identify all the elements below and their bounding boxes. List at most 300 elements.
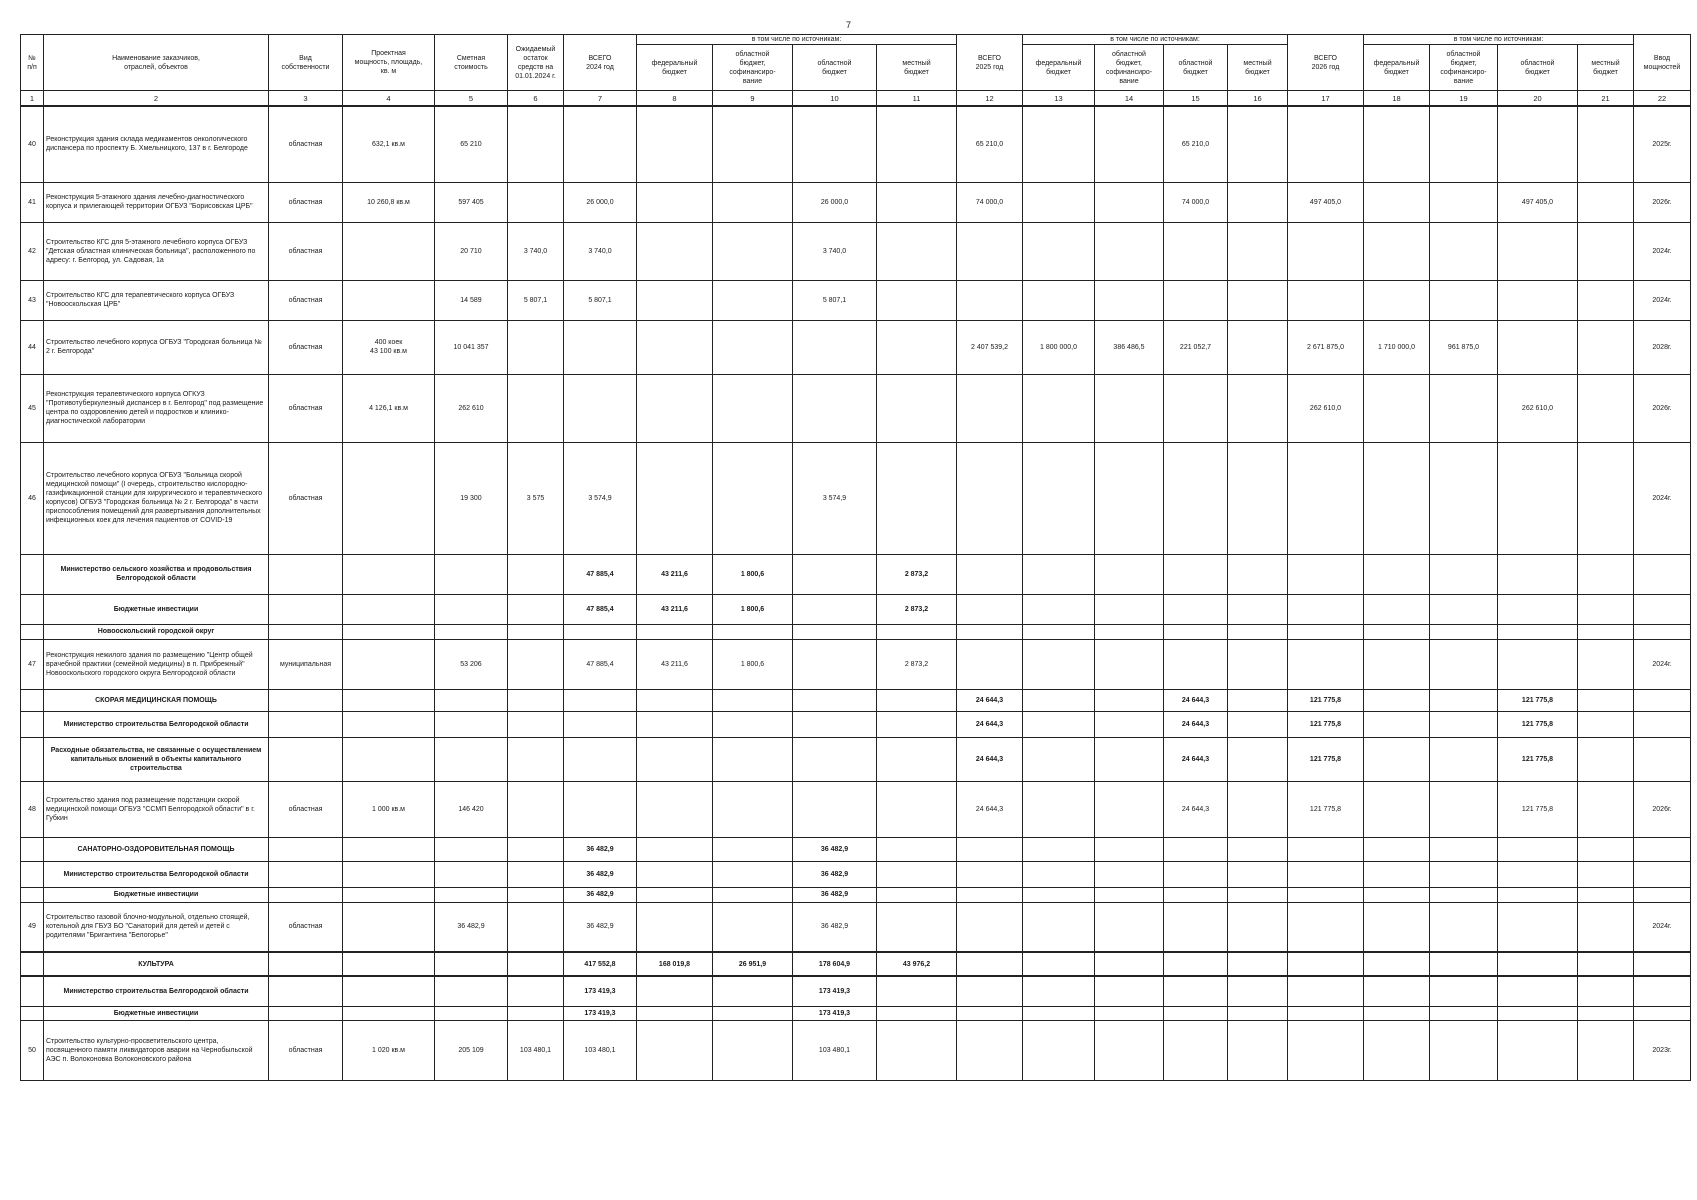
table-cell — [1288, 837, 1364, 861]
table-cell — [1228, 1006, 1288, 1020]
table-row — [21, 1020, 1691, 1080]
table-cell — [713, 737, 793, 781]
table-cell: областная — [269, 280, 343, 320]
table-cell: 961 875,0 — [1430, 320, 1498, 374]
table-cell — [877, 837, 957, 861]
table-cell — [435, 861, 508, 887]
object-name-cell: Строительство газовой блочно-модульной, отдельно стоящей, котельной для ГБУЗ БО "Санаторий для детей и детей с родителями "Бригантина "Белогорье" — [44, 902, 269, 952]
table-cell: 146 420 — [435, 781, 508, 837]
table-cell: 5 807,1 — [564, 280, 637, 320]
table-cell — [1288, 639, 1364, 689]
table-cell: 43 211,6 — [637, 639, 713, 689]
table-cell: 121 775,8 — [1498, 781, 1578, 837]
table-cell — [1578, 952, 1634, 976]
table-cell: 262 610 — [435, 374, 508, 442]
table-cell — [1634, 887, 1691, 902]
table-cell: 43 211,6 — [637, 554, 713, 594]
table-cell: 386 486,5 — [1095, 320, 1164, 374]
object-name-cell: Бюджетные инвестиции — [44, 887, 269, 902]
table-cell: 43 211,6 — [637, 594, 713, 624]
table-cell — [1288, 554, 1364, 594]
table-cell — [1430, 711, 1498, 737]
table-row — [21, 182, 1691, 222]
table-cell — [877, 976, 957, 1006]
table-cell: 36 482,9 — [564, 837, 637, 861]
table-cell — [1164, 837, 1228, 861]
row-number-cell: 46 — [21, 442, 44, 554]
table-cell — [1364, 639, 1430, 689]
column-number: 7 — [564, 91, 637, 107]
table-cell — [957, 594, 1023, 624]
table-cell — [508, 594, 564, 624]
table-cell: 36 482,9 — [435, 902, 508, 952]
object-name-cell: Бюджетные инвестиции — [44, 1006, 269, 1020]
table-cell — [1023, 624, 1095, 639]
row-number-cell: 41 — [21, 182, 44, 222]
table-cell — [1430, 639, 1498, 689]
section-row — [21, 861, 1691, 887]
table-cell — [343, 222, 435, 280]
table-cell — [269, 737, 343, 781]
table-cell — [1364, 902, 1430, 952]
table-cell — [1164, 374, 1228, 442]
table-cell — [793, 737, 877, 781]
table-cell: 53 206 — [435, 639, 508, 689]
row-number-cell — [21, 624, 44, 639]
page-number: 7 — [845, 20, 851, 30]
table-cell — [877, 689, 957, 711]
table-cell — [877, 711, 957, 737]
table-cell — [1430, 952, 1498, 976]
table-cell — [1288, 442, 1364, 554]
table-cell: 121 775,8 — [1288, 711, 1364, 737]
table-cell — [1430, 887, 1498, 902]
table-cell — [793, 781, 877, 837]
table-cell — [1364, 1006, 1430, 1020]
header-col-17: ВСЕГО 2026 год — [1288, 35, 1364, 91]
table-cell: 173 419,3 — [564, 1006, 637, 1020]
table-cell — [637, 887, 713, 902]
table-cell — [713, 689, 793, 711]
table-cell — [1498, 1020, 1578, 1080]
header-col-21: местный бюджет — [1578, 45, 1634, 91]
table-cell — [1498, 837, 1578, 861]
table-cell — [1578, 280, 1634, 320]
object-name-cell: Расходные обязательства, не связанные с осуществлением капитальных вложений в объекты капитального строительства — [44, 737, 269, 781]
table-cell — [1288, 1006, 1364, 1020]
section-row — [21, 689, 1691, 711]
table-cell: 24 644,3 — [1164, 781, 1228, 837]
table-cell: 262 610,0 — [1288, 374, 1364, 442]
table-cell — [637, 976, 713, 1006]
table-cell — [713, 781, 793, 837]
table-cell — [1164, 1020, 1228, 1080]
row-number-cell — [21, 689, 44, 711]
table-cell — [1228, 639, 1288, 689]
table-cell — [1430, 222, 1498, 280]
table-cell — [1430, 374, 1498, 442]
table-cell — [435, 1006, 508, 1020]
table-cell — [713, 222, 793, 280]
object-name-cell: Строительство КГС для терапевтического корпуса ОГБУЗ "Новооскольская ЦРБ" — [44, 280, 269, 320]
section-row — [21, 1006, 1691, 1020]
table-cell: 103 480,1 — [508, 1020, 564, 1080]
table-cell — [1364, 624, 1430, 639]
table-cell — [713, 1006, 793, 1020]
table-cell — [508, 320, 564, 374]
table-cell — [877, 861, 957, 887]
table-cell — [637, 837, 713, 861]
table-cell — [1228, 594, 1288, 624]
header-col-19: областной бюджет, софинансиро- вание — [1430, 45, 1498, 91]
table-cell — [1430, 106, 1498, 182]
table-cell — [508, 182, 564, 222]
object-name-cell: САНАТОРНО-ОЗДОРОВИТЕЛЬНАЯ ПОМОЩЬ — [44, 837, 269, 861]
table-row — [21, 442, 1691, 554]
object-name-cell: Строительство культурно-просветительского центра, посвященного памяти ликвидаторов аварии на Чернобыльской АЭС п. Волоконовка Волоконовского района — [44, 1020, 269, 1080]
table-cell — [1578, 781, 1634, 837]
column-number: 20 — [1498, 91, 1578, 107]
table-cell: 121 775,8 — [1498, 689, 1578, 711]
table-cell: 2024г. — [1634, 280, 1691, 320]
table-cell — [877, 374, 957, 442]
table-cell — [508, 1006, 564, 1020]
table-cell: 1 800,6 — [713, 554, 793, 594]
table-cell — [1364, 1020, 1430, 1080]
table-cell — [713, 1020, 793, 1080]
table-cell: 36 482,9 — [793, 902, 877, 952]
table-cell — [269, 689, 343, 711]
table-cell: 2026г. — [1634, 374, 1691, 442]
table-cell — [1578, 1020, 1634, 1080]
table-cell — [1095, 442, 1164, 554]
table-row — [21, 222, 1691, 280]
table-cell — [343, 737, 435, 781]
table-cell — [508, 639, 564, 689]
table-cell — [793, 594, 877, 624]
header-col-5: Сметная стоимость — [435, 35, 508, 91]
table-cell — [269, 861, 343, 887]
table-cell — [343, 689, 435, 711]
table-cell — [713, 837, 793, 861]
table-cell — [957, 280, 1023, 320]
row-number-cell — [21, 976, 44, 1006]
table-cell — [1164, 952, 1228, 976]
table-cell — [713, 624, 793, 639]
table-cell — [1430, 781, 1498, 837]
table-cell — [1578, 594, 1634, 624]
table-cell — [1634, 624, 1691, 639]
table-cell: 1 020 кв.м — [343, 1020, 435, 1080]
header-col-3: Вид собственности — [269, 35, 343, 91]
table-cell — [1578, 887, 1634, 902]
table-cell: 497 405,0 — [1498, 182, 1578, 222]
table-cell — [1095, 624, 1164, 639]
table-cell — [1634, 711, 1691, 737]
column-number: 13 — [1023, 91, 1095, 107]
table-cell — [1498, 280, 1578, 320]
table-cell: 36 482,9 — [793, 887, 877, 902]
table-cell: 2025г. — [1634, 106, 1691, 182]
column-number: 15 — [1164, 91, 1228, 107]
table-cell — [1578, 1006, 1634, 1020]
table-cell — [1095, 106, 1164, 182]
table-cell: 74 000,0 — [1164, 182, 1228, 222]
table-cell — [1430, 594, 1498, 624]
header-col-8: федеральный бюджет — [637, 45, 713, 91]
table-cell — [1288, 952, 1364, 976]
table-cell — [877, 1006, 957, 1020]
table-cell — [877, 902, 957, 952]
column-number: 21 — [1578, 91, 1634, 107]
header-col-7: ВСЕГО 2024 год — [564, 35, 637, 91]
table-cell — [637, 737, 713, 781]
table-cell — [637, 374, 713, 442]
table-cell: 121 775,8 — [1498, 711, 1578, 737]
table-cell: областная — [269, 442, 343, 554]
object-name-cell: Строительство КГС для 5-этажного лечебного корпуса ОГБУЗ "Детская областная клиническая больница", расположенного по адресу: г. Белгород, ул. Садовая, 1а — [44, 222, 269, 280]
table-cell: 121 775,8 — [1498, 737, 1578, 781]
object-name-cell: Реконструкция нежилого здания по размещению "Центр общей врачебной практики (семейной медицины) в п. Прибрежный" Новооскольского городского округа Белгородской области — [44, 639, 269, 689]
column-number: 17 — [1288, 91, 1364, 107]
table-cell — [508, 887, 564, 902]
table-cell — [1095, 902, 1164, 952]
row-number-cell: 48 — [21, 781, 44, 837]
table-cell: областная — [269, 106, 343, 182]
table-cell: 168 019,8 — [637, 952, 713, 976]
table-cell — [1430, 554, 1498, 594]
header-sources-2025: в том числе по источникам: — [1023, 35, 1288, 45]
row-number-cell: 50 — [21, 1020, 44, 1080]
row-number-cell: 45 — [21, 374, 44, 442]
table-cell — [1023, 1006, 1095, 1020]
table-cell — [1228, 182, 1288, 222]
table-cell — [877, 182, 957, 222]
table-cell — [564, 689, 637, 711]
table-cell — [1364, 182, 1430, 222]
table-cell — [1095, 554, 1164, 594]
table-cell: 24 644,3 — [957, 737, 1023, 781]
table-cell — [435, 689, 508, 711]
table-cell — [1228, 624, 1288, 639]
table-cell — [1095, 639, 1164, 689]
table-cell: 3 740,0 — [793, 222, 877, 280]
table-cell — [343, 280, 435, 320]
row-number-cell — [21, 887, 44, 902]
table-cell — [1364, 781, 1430, 837]
table-cell — [1364, 689, 1430, 711]
table-cell — [1634, 1006, 1691, 1020]
table-cell: 2026г. — [1634, 182, 1691, 222]
column-number: 4 — [343, 91, 435, 107]
table-cell — [1023, 952, 1095, 976]
table-cell — [343, 887, 435, 902]
table-cell — [713, 861, 793, 887]
table-cell — [1288, 976, 1364, 1006]
section-row — [21, 952, 1691, 976]
table-cell — [508, 861, 564, 887]
table-cell — [1228, 952, 1288, 976]
table-cell — [1634, 861, 1691, 887]
table-cell: 36 482,9 — [793, 861, 877, 887]
table-cell — [1164, 639, 1228, 689]
table-cell — [1095, 1020, 1164, 1080]
table-cell: областная — [269, 374, 343, 442]
table-cell: 10 041 357 — [435, 320, 508, 374]
row-number-cell: 49 — [21, 902, 44, 952]
table-cell — [435, 554, 508, 594]
section-row — [21, 594, 1691, 624]
table-cell — [1578, 737, 1634, 781]
table-cell — [1164, 861, 1228, 887]
table-cell: 26 951,9 — [713, 952, 793, 976]
table-cell: областная — [269, 320, 343, 374]
table-cell — [508, 781, 564, 837]
object-name-cell: Министерство строительства Белгородской области — [44, 861, 269, 887]
table-cell — [1364, 887, 1430, 902]
table-cell: 417 552,8 — [564, 952, 637, 976]
table-cell — [713, 280, 793, 320]
column-number: 10 — [793, 91, 877, 107]
row-number-cell: 44 — [21, 320, 44, 374]
header-col-11: местный бюджет — [877, 45, 957, 91]
table-cell: 14 589 — [435, 280, 508, 320]
table-cell: 205 109 — [435, 1020, 508, 1080]
table-cell — [435, 887, 508, 902]
table-cell — [1095, 952, 1164, 976]
column-number: 12 — [957, 91, 1023, 107]
table-cell — [957, 222, 1023, 280]
table-cell — [1364, 837, 1430, 861]
table-cell — [957, 554, 1023, 594]
table-cell — [1498, 594, 1578, 624]
table-cell — [1288, 624, 1364, 639]
table-cell — [1578, 902, 1634, 952]
table-cell — [1578, 837, 1634, 861]
table-cell — [637, 106, 713, 182]
table-cell — [1164, 624, 1228, 639]
table-cell — [1095, 280, 1164, 320]
row-number-cell: 47 — [21, 639, 44, 689]
table-cell — [508, 624, 564, 639]
table-cell — [1364, 554, 1430, 594]
table-cell — [1430, 624, 1498, 639]
table-cell — [1095, 222, 1164, 280]
table-cell — [1095, 182, 1164, 222]
table-cell — [1430, 837, 1498, 861]
section-row — [21, 624, 1691, 639]
table-cell — [1634, 594, 1691, 624]
section-row — [21, 837, 1691, 861]
column-number: 1 — [21, 91, 44, 107]
table-cell: 47 885,4 — [564, 594, 637, 624]
table-cell — [713, 902, 793, 952]
table-cell — [1095, 689, 1164, 711]
table-cell — [1023, 594, 1095, 624]
object-name-cell: Министерство строительства Белгородской области — [44, 976, 269, 1006]
table-cell: 103 480,1 — [793, 1020, 877, 1080]
table-cell — [508, 952, 564, 976]
table-cell — [1288, 902, 1364, 952]
table-cell — [1023, 106, 1095, 182]
object-name-cell: Бюджетные инвестиции — [44, 594, 269, 624]
table-cell — [435, 952, 508, 976]
table-cell: 65 210,0 — [957, 106, 1023, 182]
table-cell — [343, 442, 435, 554]
table-cell — [1288, 280, 1364, 320]
object-name-cell: Министерство строительства Белгородской области — [44, 711, 269, 737]
column-number: 19 — [1430, 91, 1498, 107]
table-cell — [1023, 711, 1095, 737]
table-cell — [957, 624, 1023, 639]
table-cell — [1430, 442, 1498, 554]
table-cell — [1430, 861, 1498, 887]
table-cell: 2024г. — [1634, 222, 1691, 280]
table-cell — [1228, 1020, 1288, 1080]
row-number-cell: 40 — [21, 106, 44, 182]
table-cell — [1095, 976, 1164, 1006]
table-cell — [637, 442, 713, 554]
table-cell — [435, 594, 508, 624]
table-cell — [1023, 442, 1095, 554]
table-cell — [1023, 280, 1095, 320]
table-cell: 43 976,2 — [877, 952, 957, 976]
table-cell: 3 740,0 — [564, 222, 637, 280]
table-cell — [1364, 280, 1430, 320]
table-cell — [343, 639, 435, 689]
table-cell — [957, 1006, 1023, 1020]
table-cell: 24 644,3 — [1164, 711, 1228, 737]
table-cell: 47 885,4 — [564, 639, 637, 689]
table-cell: 2026г. — [1634, 781, 1691, 837]
table-cell — [1578, 182, 1634, 222]
table-cell — [637, 182, 713, 222]
table-cell: 400 коек 43 100 кв.м — [343, 320, 435, 374]
table-cell — [343, 1006, 435, 1020]
table-cell — [1164, 222, 1228, 280]
table-row — [21, 106, 1691, 182]
table-cell: областная — [269, 182, 343, 222]
table-cell — [343, 976, 435, 1006]
table-cell: 26 000,0 — [564, 182, 637, 222]
table-cell — [637, 320, 713, 374]
table-row — [21, 320, 1691, 374]
table-row — [21, 280, 1691, 320]
section-row — [21, 887, 1691, 902]
row-number-cell — [21, 594, 44, 624]
table-cell — [1430, 689, 1498, 711]
table-cell — [1578, 442, 1634, 554]
column-number: 14 — [1095, 91, 1164, 107]
table-cell — [1430, 902, 1498, 952]
table-cell — [637, 689, 713, 711]
table-cell: областная — [269, 902, 343, 952]
table-cell — [1095, 887, 1164, 902]
table-cell: 65 210,0 — [1164, 106, 1228, 182]
table-cell — [1095, 711, 1164, 737]
table-cell — [637, 1006, 713, 1020]
table-cell — [343, 902, 435, 952]
column-number: 16 — [1228, 91, 1288, 107]
object-name-cell: Строительство лечебного корпуса ОГБУЗ "Городская больница № 2 г. Белгорода" — [44, 320, 269, 374]
table-cell — [343, 594, 435, 624]
table-cell — [1498, 639, 1578, 689]
column-number: 22 — [1634, 91, 1691, 107]
table-cell: 221 052,7 — [1164, 320, 1228, 374]
table-cell — [877, 442, 957, 554]
table-cell — [1228, 737, 1288, 781]
table-cell — [1364, 222, 1430, 280]
